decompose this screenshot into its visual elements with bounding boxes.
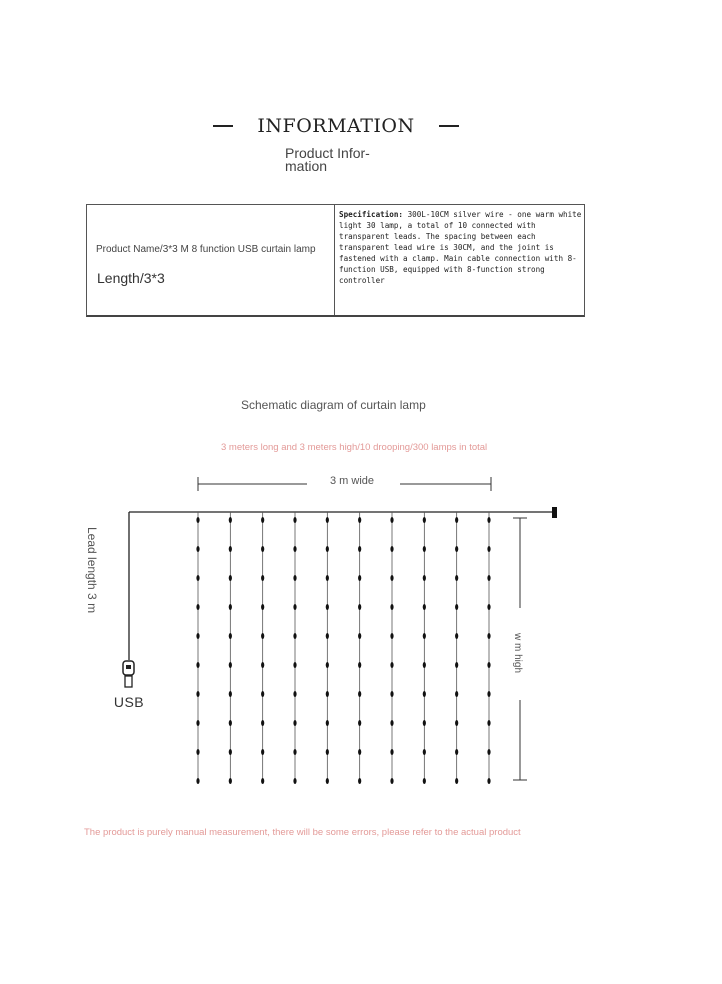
cable-end-cap (552, 507, 557, 518)
lamp-bulb (455, 720, 458, 726)
lamp-bulb (487, 517, 490, 523)
lamp-bulb (455, 633, 458, 639)
lamp-bulb (293, 691, 296, 697)
lamp-bulb (261, 604, 264, 610)
lamp-bulb (487, 662, 490, 668)
lamp-bulb (326, 778, 329, 784)
lamp-bulb (358, 546, 361, 552)
disclaimer-note: The product is purely manual measurement, there will be some errors, please refer to the actual product (84, 827, 521, 838)
lamp-bulb (487, 720, 490, 726)
lamp-bulb (358, 720, 361, 726)
lamp-bulb (293, 575, 296, 581)
lamp-bulb (261, 633, 264, 639)
lamp-bulb (326, 517, 329, 523)
lamp-bulb (423, 517, 426, 523)
lamp-bulb (196, 546, 199, 552)
lamp-bulb (487, 546, 490, 552)
usb-plug-icon (123, 661, 134, 687)
product-length: Length/3*3 (97, 270, 165, 286)
lamp-bulb (326, 633, 329, 639)
lamp-bulb (261, 691, 264, 697)
lamp-bulb (326, 691, 329, 697)
lamp-bulb (455, 604, 458, 610)
lamp-bulb (358, 604, 361, 610)
lamp-bulb (326, 575, 329, 581)
lamp-bulb (261, 749, 264, 755)
lamp-bulb (390, 604, 393, 610)
lamp-bulb (455, 662, 458, 668)
spec-label: Specification: (339, 210, 404, 219)
lamp-bulb (487, 691, 490, 697)
lamp-bulb (293, 749, 296, 755)
lamp-bulb (261, 517, 264, 523)
lamp-bulb (229, 749, 232, 755)
lamp-bulb (229, 604, 232, 610)
lamp-bulb (390, 691, 393, 697)
lamp-bulb (455, 778, 458, 784)
lamp-bulb (455, 546, 458, 552)
lamp-bulb (390, 633, 393, 639)
lamp-bulb (196, 749, 199, 755)
lamp-bulb (423, 720, 426, 726)
lamp-bulb (229, 662, 232, 668)
lamp-bulb (293, 662, 296, 668)
lamp-bulb (326, 749, 329, 755)
lamp-bulb (261, 575, 264, 581)
lamp-bulb (455, 749, 458, 755)
lamp-bulb (358, 517, 361, 523)
lamp-bulb (487, 575, 490, 581)
lamp-bulb (423, 691, 426, 697)
lamp-bulb (196, 720, 199, 726)
lamp-bulb (326, 546, 329, 552)
lamp-bulb (196, 691, 199, 697)
lamp-bulb (358, 662, 361, 668)
lamp-bulb (196, 604, 199, 610)
lamp-bulb (293, 546, 296, 552)
lamp-bulb (358, 778, 361, 784)
lamp-bulb (455, 691, 458, 697)
lamp-bulb (229, 720, 232, 726)
lamp-bulb (229, 575, 232, 581)
lamp-bulb (229, 778, 232, 784)
lamp-bulb (390, 546, 393, 552)
lamp-bulb (326, 662, 329, 668)
lamp-bulb (229, 633, 232, 639)
lamp-bulb (358, 749, 361, 755)
lamp-bulb (487, 604, 490, 610)
section-subtitle: Product Infor- mation (285, 145, 370, 174)
lamp-bulb (196, 633, 199, 639)
lamp-bulb (390, 778, 393, 784)
lamp-bulb (423, 749, 426, 755)
lamp-bulb (293, 517, 296, 523)
lamp-bulb (455, 517, 458, 523)
lamp-bulb (390, 517, 393, 523)
lamp-bulb (390, 662, 393, 668)
lamp-bulb (293, 633, 296, 639)
lamp-bulb (423, 633, 426, 639)
lamp-bulb (487, 633, 490, 639)
drooping-strands (196, 512, 490, 784)
product-name: Product Name/3*3 M 8 function USB curtain lamp (96, 244, 316, 255)
lamp-bulb (196, 575, 199, 581)
lamp-bulb (487, 778, 490, 784)
lamp-bulb (293, 604, 296, 610)
lamp-bulb (390, 575, 393, 581)
lamp-bulb (293, 720, 296, 726)
lamp-bulb (261, 662, 264, 668)
lamp-bulb (229, 691, 232, 697)
lamp-bulb (423, 778, 426, 784)
lamp-bulb (423, 575, 426, 581)
lamp-bulb (423, 662, 426, 668)
lamp-bulb (423, 604, 426, 610)
lamp-bulb (423, 546, 426, 552)
lamp-bulb (229, 546, 232, 552)
lead-length-label: Lead length 3 m (85, 527, 99, 614)
lamp-bulb (261, 546, 264, 552)
lamp-bulb (261, 720, 264, 726)
lamp-bulb (229, 517, 232, 523)
lamp-bulb (358, 633, 361, 639)
width-label: 3 m wide (329, 475, 375, 487)
lamp-bulb (358, 691, 361, 697)
lamp-bulb (261, 778, 264, 784)
lamp-bulb (196, 662, 199, 668)
lamp-bulb (196, 517, 199, 523)
usb-label: USB (113, 694, 145, 710)
lamp-bulb (358, 575, 361, 581)
lamp-bulb (326, 604, 329, 610)
lamp-bulb (390, 749, 393, 755)
page-title: INFORMATION (257, 115, 415, 137)
lamp-bulb (487, 749, 490, 755)
lamp-bulb (390, 720, 393, 726)
lamp-bulb (455, 575, 458, 581)
diagram-note: 3 meters long and 3 meters high/10 drooping/300 lamps in total (221, 442, 488, 453)
lamp-bulb (326, 720, 329, 726)
spec-body: 300L-10CM silver wire - one warm white light 30 lamp, a total of 10 connected with transparent leads. The spacing between each transparent lead wire is 30CM, and the joint is fastened with a clamp. Main cable connection with 8-function USB, equipped with 8-function strong controller (339, 210, 582, 285)
lamp-bulb (196, 778, 199, 784)
lamp-bulb (293, 778, 296, 784)
height-label: w m high (512, 633, 523, 674)
diagram-title: Schematic diagram of curtain lamp (241, 398, 426, 412)
